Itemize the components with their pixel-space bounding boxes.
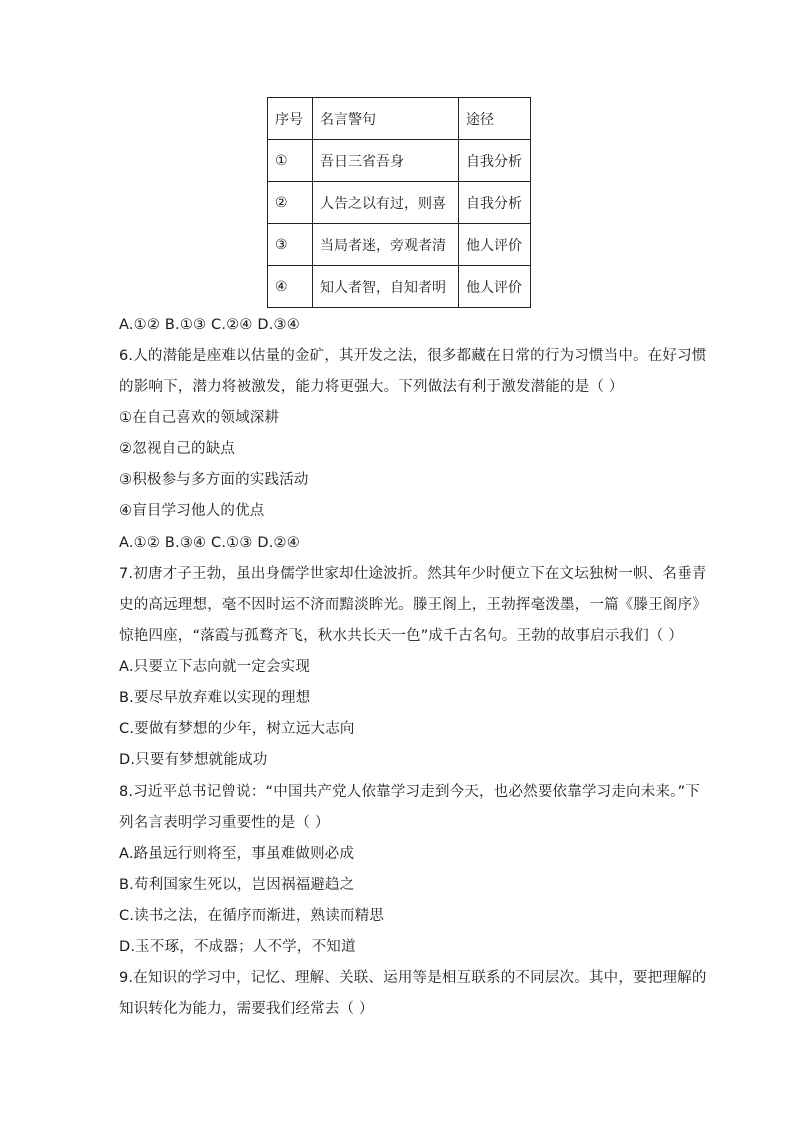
table-cell: 人告之以有过，则喜 <box>313 182 459 224</box>
table-cell: 当局者迷，旁观者清 <box>313 224 459 266</box>
table-row <box>268 224 531 266</box>
q8-option: D.玉不琢，不成器；人不学，不知道 <box>119 939 356 955</box>
q5-options: A.①② B.①③ C.②④ D.③④ <box>119 317 300 333</box>
quote-table <box>267 97 531 308</box>
q8-option: B.苟利国家生死以，岂因祸福避趋之 <box>119 877 355 893</box>
q6-options: A.①② B.③④ C.①③ D.②④ <box>119 535 300 551</box>
q7-stem-line: 7.初唐才子王勃，虽出身儒学世家却仕途波折。然其年少时便立下在文坛独树一帜、名垂青 <box>119 566 707 582</box>
q8-option: C.读书之法，在循序而渐进，熟读而精思 <box>119 908 385 924</box>
q8-option: A.路虽远行则将至，事虽难做则必成 <box>119 846 355 862</box>
table-row <box>268 182 531 224</box>
q6-item: ④盲目学习他人的优点 <box>119 503 265 519</box>
q7-stem-line: 惊艳四座，“落霞与孤鹜齐飞，秋水共长天一色”成千古名句。王勃的故事启示我们（ ） <box>119 628 684 644</box>
q9-stem-line: 9.在知识的学习中，记忆、理解、关联、运用等是相互联系的不同层次。其中，要把理解的 <box>119 970 707 986</box>
table-cell: 自我分析 <box>459 182 531 224</box>
table-row <box>268 266 531 308</box>
q6-item: ③积极参与多方面的实践活动 <box>119 472 309 488</box>
table-header-cell: 名言警句 <box>313 98 459 140</box>
q8-stem-line: 列名言表明学习重要性的是（ ） <box>119 815 330 831</box>
q7-stem-line: 史的高远理想，毫不因时运不济而黯淡眸光。滕王阁上，王勃挥毫泼墨，一篇《滕王阁序》 <box>119 597 707 613</box>
table-cell: ③ <box>268 224 313 266</box>
table-header-row <box>268 98 531 140</box>
q7-option: A.只要立下志向就一定会实现 <box>119 659 311 675</box>
table-row <box>268 140 531 182</box>
q6-stem-line: 的影响下，潜力将被激发，能力将更强大。下列做法有利于激发潜能的是（ ） <box>119 379 624 395</box>
q7-option: D.只要有梦想就能成功 <box>119 752 268 768</box>
table-cell: 他人评价 <box>459 224 531 266</box>
table-cell: ① <box>268 140 313 182</box>
table-header-cell: 途径 <box>459 98 531 140</box>
q9-stem-line: 知识转化为能力，需要我们经常去（ ） <box>119 1001 374 1017</box>
q6-item: ①在自己喜欢的领域深耕 <box>119 410 280 426</box>
table-cell: 知人者智，自知者明 <box>313 266 459 308</box>
q6-stem-line: 6.人的潜能是座难以估量的金矿，其开发之法，很多都藏在日常的行为习惯当中。在好习惯 <box>119 348 707 364</box>
q7-option: C.要做有梦想的少年，树立远大志向 <box>119 721 355 737</box>
table-cell: 他人评价 <box>459 266 531 308</box>
q7-option: B.要尽早放弃难以实现的理想 <box>119 690 311 706</box>
table-header-cell: 序号 <box>268 98 313 140</box>
table-cell: ④ <box>268 266 313 308</box>
table-cell: 自我分析 <box>459 140 531 182</box>
q6-item: ②忽视自己的缺点 <box>119 441 236 457</box>
table-cell: 吾日三省吾身 <box>313 140 459 182</box>
q8-stem-line: 8.习近平总书记曾说：“中国共产党人依靠学习走到今天，也必然要依靠学习走向未来。”下 <box>119 784 701 800</box>
table-cell: ② <box>268 182 313 224</box>
